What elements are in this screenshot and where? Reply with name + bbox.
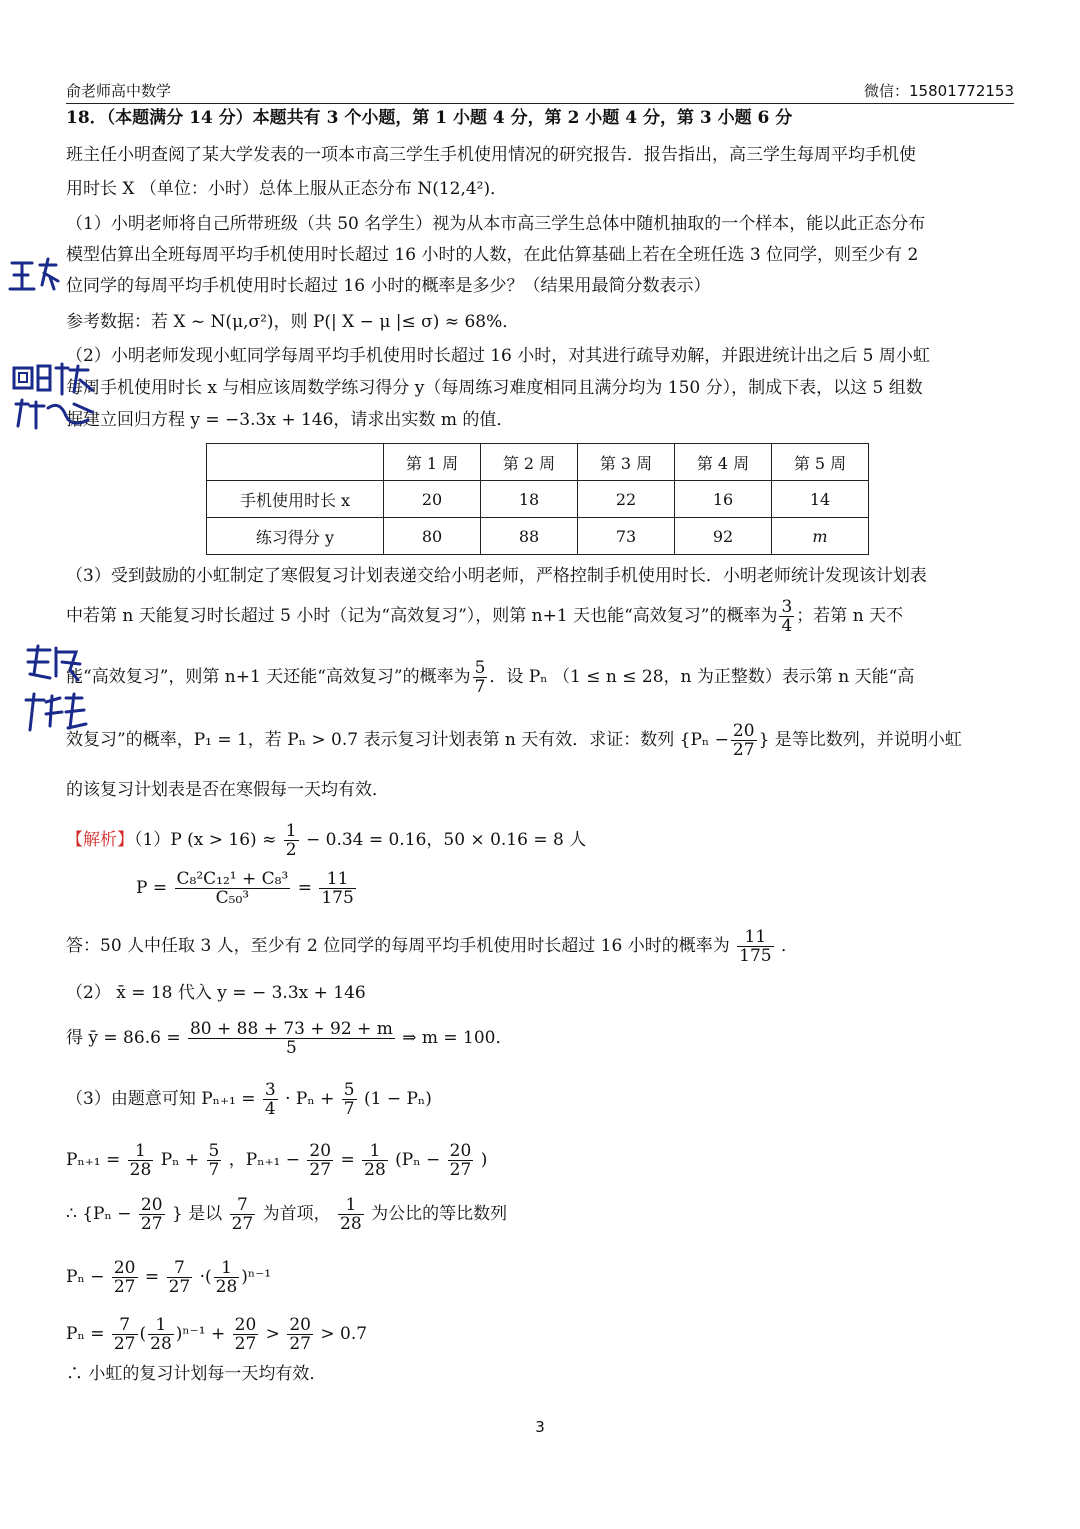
frac-num: 5 (474, 658, 486, 678)
solution-text: 答：50 人中任取 3 人，至少有 2 位同学的每周平均手机使用时长超过 16 小时的概率为 (66, 936, 730, 956)
frac-den: 27 (449, 1160, 472, 1180)
frac-num: 1 (285, 821, 297, 841)
part3-line3-tail: ．设 Pₙ （1 ≤ n ≤ 28，n 为正整数）表示第 n 天能“高 (489, 667, 915, 687)
solution-text: 为公比的等比数列 (371, 1204, 508, 1224)
frac-den: 28 (129, 1160, 152, 1180)
handwritten-annotation-1 (4, 255, 64, 295)
part3-line3 (66, 659, 914, 696)
frac-den: 27 (140, 1214, 163, 1234)
solution-text: } 是以 (171, 1204, 223, 1224)
part3-line5: 的该复习计划表是否在寒假每一天均有效． (66, 780, 389, 800)
part2-line2: 每周手机使用时长 x 与相应该周数学练习得分 y（每周练习难度相同且满分均为 150 分），制成下表，以这 5 组数 (66, 378, 923, 398)
table-cell: 88 (481, 518, 578, 555)
fraction-5-7 (342, 1081, 357, 1118)
solution-part3-line5 (66, 1316, 367, 1353)
fraction-1-28 (148, 1316, 174, 1353)
frac-den: 27 (168, 1277, 191, 1297)
problem-intro-line1: 班主任小明查阅了某大学发表的一项本市高三学生手机使用情况的研究报告．报告指出，高三学生每周平均手机使 (66, 145, 916, 165)
frac-den: C₅₀³ (215, 888, 250, 908)
frac-num: 1 (362, 1142, 388, 1161)
frac-den: 27 (732, 740, 755, 760)
handwritten-annotation-2 (8, 360, 100, 432)
solution-text: （1）P (x > 16) ≈ (134, 830, 277, 850)
solution-text: 得 ȳ = 86.6 = (66, 1028, 181, 1048)
fraction-20-27 (731, 722, 757, 759)
solution-part3-line2 (66, 1142, 487, 1179)
data-table (206, 443, 869, 555)
solution-conclusion: ∴ 小虹的复习计划每一天均有效． (66, 1364, 327, 1384)
frac-num: 20 (113, 1258, 136, 1278)
fraction-1-28 (362, 1142, 388, 1179)
frac-num: 20 (289, 1315, 311, 1335)
fraction-3-4 (263, 1081, 278, 1118)
frac-den: 2 (285, 840, 297, 860)
table-cell: 练习得分 y (207, 518, 384, 555)
solution-part2-line2 (66, 1020, 513, 1057)
solution-text: = (340, 1150, 355, 1170)
solution-text: )ⁿ⁻¹ (241, 1267, 272, 1287)
fraction-1-28 (214, 1259, 240, 1296)
frac-den: 28 (364, 1160, 386, 1180)
fraction-11-175 (319, 870, 355, 907)
solution-text: ∴ {Pₙ − (66, 1204, 132, 1224)
frac-den: 5 (285, 1038, 297, 1058)
solution-part3-line3 (66, 1196, 507, 1233)
fraction-mean (188, 1020, 395, 1057)
frac-den: 27 (289, 1334, 311, 1354)
fraction-7-27 (167, 1259, 193, 1296)
frac-num: 80 + 88 + 73 + 92 + m (189, 1019, 393, 1039)
frac-den: 28 (340, 1214, 362, 1234)
part3-line1: （3）受到鼓励的小虹制定了寒假复习计划表递交给小明老师，严格控制手机使用时长．小明老师统计发现该计划表 (66, 566, 927, 586)
part1-line3: 位同学的每周平均手机使用时长超过 16 小时的概率是多少？（结果用最简分数表示） (66, 276, 711, 296)
part3-line4-text: 效复习”的概率，P₁ = 1，若 Pₙ > 0.7 表示复习计划表第 n 天有效．求证：数列 {Pₙ − (66, 730, 729, 750)
table-header-row (207, 444, 869, 481)
solution-text: P = (136, 878, 168, 898)
fraction-5-7 (473, 659, 488, 696)
solution-text: Pₙ₊₁ = (66, 1150, 121, 1170)
fraction-20-27 (233, 1316, 259, 1353)
frac-den: 28 (150, 1334, 172, 1354)
frac-den: 4 (781, 616, 793, 636)
fraction-7-27 (230, 1196, 256, 1233)
solution-text: (1 − Pₙ) (363, 1089, 432, 1109)
frac-num: 11 (737, 928, 773, 947)
solution-part1-line1 (66, 822, 586, 859)
solution-tag: 【解析】 (66, 830, 134, 850)
solution-text: Pₙ − (66, 1267, 105, 1287)
solution-text: 为首项， (262, 1204, 331, 1224)
table-cell: 22 (578, 481, 675, 518)
frac-num: 1 (128, 1142, 154, 1161)
part1-reference: 参考数据：若 X ~ N(μ,σ²)，则 P(| X − μ |≤ σ) ≈ 68%． (66, 312, 520, 332)
frac-num: 20 (309, 1141, 332, 1161)
frac-den: 7 (343, 1099, 355, 1119)
frac-num: 5 (208, 1141, 220, 1161)
fraction-11-175 (737, 928, 773, 965)
solution-text: Pₙ + (160, 1150, 200, 1170)
frac-den: 175 (321, 888, 354, 908)
solution-part3-line4 (66, 1259, 271, 1296)
fraction-20-27 (448, 1142, 474, 1179)
solution-text: ·( (199, 1267, 212, 1287)
table-cell: 16 (675, 481, 772, 518)
frac-num: 3 (781, 597, 793, 617)
fraction-1-2 (284, 822, 299, 859)
table-cell: 80 (384, 518, 481, 555)
solution-text: Pₙ = (66, 1324, 105, 1344)
table-cell: 第 1 周 (384, 444, 481, 481)
fraction-1-28 (338, 1196, 364, 1233)
frac-num: 1 (148, 1316, 174, 1335)
frac-den: 28 (215, 1277, 238, 1297)
solution-part1-probability (136, 870, 358, 907)
page-header (66, 80, 1014, 102)
frac-num: 7 (167, 1259, 193, 1278)
table-cell: 73 (578, 518, 675, 555)
frac-den: 27 (309, 1160, 332, 1180)
frac-num: 11 (319, 870, 355, 889)
solution-text: ) (480, 1150, 488, 1170)
fraction-combination (175, 870, 291, 907)
solution-part3-line1 (66, 1081, 432, 1118)
frac-den: 27 (113, 1277, 136, 1297)
table-cell: 92 (675, 518, 772, 555)
problem-intro-line2: 用时长 X （单位：小时）总体上服从正态分布 N(12,4²)． (66, 179, 508, 199)
solution-text: （3）由题意可知 Pₙ₊₁ = (66, 1089, 256, 1109)
solution-part2-line1: （2） x̄ = 18 代入 y = − 3.3x + 146 (66, 983, 366, 1003)
frac-num: 7 (230, 1196, 256, 1215)
solution-text: = (297, 878, 312, 898)
solution-text: − 0.34 = 0.16，50 × 0.16 = 8 人 (305, 830, 587, 850)
table-cell: 第 2 周 (481, 444, 578, 481)
fraction-7-27 (112, 1316, 138, 1353)
frac-num: 5 (343, 1080, 355, 1100)
table-row (207, 481, 869, 518)
frac-den: 27 (231, 1214, 254, 1234)
part3-line2-text: 中若第 n 天能复习时长超过 5 小时（记为“高效复习”），则第 n+1 天也能“高效复习”的概率为 (66, 606, 778, 626)
fraction-20-27 (287, 1316, 313, 1353)
solution-text: > 0.7 (320, 1324, 368, 1344)
fraction-3-4 (779, 598, 794, 635)
fraction-1-28 (128, 1142, 154, 1179)
frac-den: 27 (113, 1334, 136, 1354)
solution-part1-answer: 答：50 人中任取 3 人，至少有 2 位同学的每周平均手机使用时长超过 16 小时的概率为 $\frac{11}{175}$ ． (66, 927, 798, 966)
fraction-20-27 (307, 1142, 333, 1179)
frac-num: 20 (140, 1195, 163, 1215)
frac-num: 3 (264, 1080, 276, 1100)
solution-text: > (265, 1324, 280, 1344)
frac-num: 20 (449, 1141, 472, 1161)
solution-text: · Pₙ + (285, 1089, 335, 1109)
frac-num: 1 (338, 1196, 364, 1215)
part3-line4-tail: } 是等比数列，并说明小虹 (758, 730, 962, 750)
frac-num: C₈²C₁₂¹ + C₈³ (176, 869, 289, 889)
table-cell: 手机使用时长 x (207, 481, 384, 518)
frac-den: 7 (474, 677, 486, 697)
part3-line4 (66, 722, 962, 759)
frac-num: 7 (112, 1316, 138, 1335)
table-cell: 14 (772, 481, 869, 518)
frac-den: 175 (739, 946, 772, 966)
handwritten-annotation-3 (20, 640, 90, 740)
solution-text: ( (139, 1324, 147, 1344)
header-right-text: 微信：15801772153 (864, 82, 1014, 100)
fraction-20-27 (139, 1196, 165, 1233)
frac-den: 4 (264, 1099, 276, 1119)
solution-text: ⇒ m = 100． (402, 1028, 513, 1048)
page-number: 3 (535, 1418, 545, 1436)
table-cell: 第 5 周 (772, 444, 869, 481)
part3-line2 (66, 598, 903, 635)
part2-line3: 据建立回归方程 y = −3.3x + 146，请求出实数 m 的值． (66, 410, 514, 430)
frac-num: 20 (234, 1315, 257, 1335)
fraction-5-7 (207, 1142, 222, 1179)
table-cell: 20 (384, 481, 481, 518)
frac-num: 1 (214, 1259, 240, 1278)
solution-text: ，Pₙ₊₁ − (228, 1150, 301, 1170)
solution-text: )ⁿ⁻¹ + (175, 1324, 226, 1344)
solution-text: (Pₙ − (395, 1150, 441, 1170)
part1-line1: （1）小明老师将自己所带班级（共 50 名学生）视为从本市高三学生总体中随机抽取的一个样本，能以此正态分布 (66, 214, 926, 234)
table-cell: 第 4 周 (675, 444, 772, 481)
header-left-text: 俞老师高中数学 (66, 82, 172, 100)
table-cell (207, 444, 384, 481)
table-row (207, 518, 869, 555)
frac-den: 27 (234, 1334, 257, 1354)
table-cell: m (772, 518, 869, 555)
part3-line2-tail: ；若第 n 天不 (796, 606, 904, 626)
frac-num: 20 (732, 721, 755, 741)
part1-line2: 模型估算出全班每周平均手机使用时长超过 16 小时的人数，在此估算基础上若在全班任选 3 位同学，则至少有 2 (66, 245, 919, 265)
solution-text: = (144, 1267, 160, 1287)
fraction-20-27 (112, 1259, 138, 1296)
part2-line1: （2）小明老师发现小虹同学每周平均手机使用时长超过 16 小时，对其进行疏导劝解，并跟进统计出之后 5 周小虹 (66, 346, 930, 366)
part3-line3-text: 能“高效复习”，则第 n+1 天还能“高效复习”的概率为 (66, 667, 471, 687)
problem-title: 18．（本题满分 14 分）本题共有 3 个小题，第 1 小题 4 分，第 2 小题 4 分，第 3 小题 6 分 (66, 108, 793, 128)
table-cell: 18 (481, 481, 578, 518)
header-divider (66, 103, 1014, 104)
frac-den: 7 (208, 1160, 220, 1180)
table-cell: 第 3 周 (578, 444, 675, 481)
